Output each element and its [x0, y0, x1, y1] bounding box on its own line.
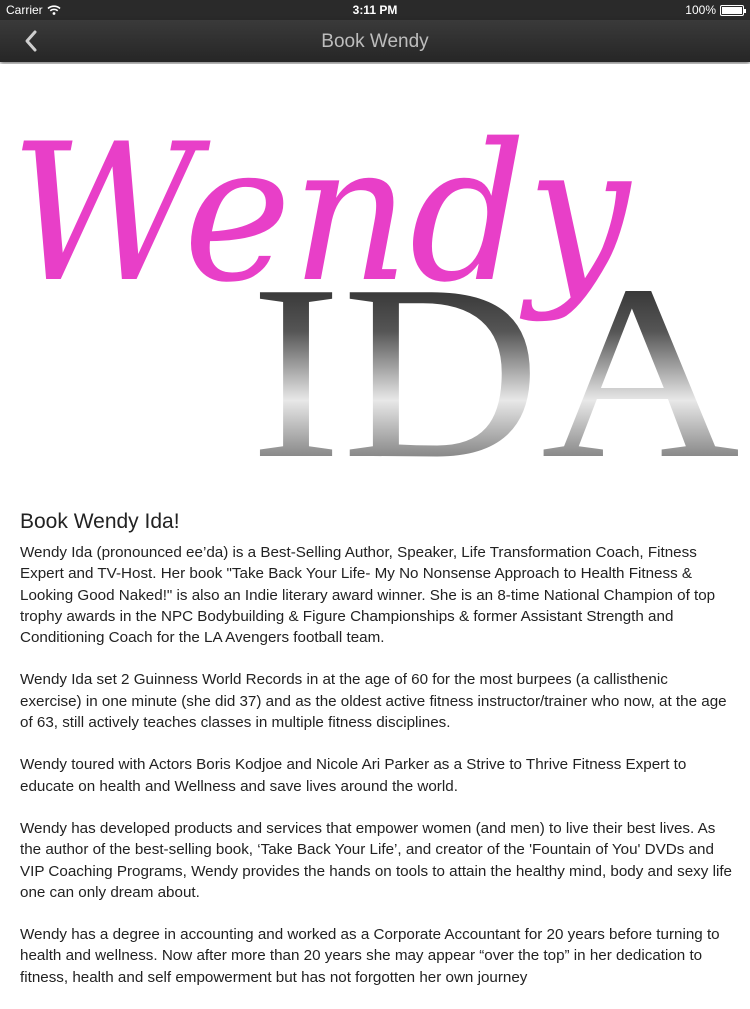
nav-title: Book Wendy: [321, 31, 429, 52]
battery-percent: 100%: [685, 3, 716, 17]
navigation-bar: [0, 20, 750, 62]
article: [20, 510, 732, 1009]
battery-icon: [720, 5, 744, 16]
article-paragraph: Wendy toured with Actors Boris Kodjoe and Nicole Ari Parker as a Strive to Thrive Fitness Expert to educate on health and Wellness and save lives around the world.: [20, 756, 687, 795]
carrier-label: Carrier: [6, 3, 43, 17]
article-paragraph: Wendy Ida set 2 Guinness World Records in at the age of 60 for the most burpees (a callisthenic exercise) in one minute (she did 37) and as the oldest active fitness instructor/trainer who now, at the age of 63, still actively teaches classes in multiple fitness disciplines.: [20, 671, 727, 732]
wendy-ida-logo: [0, 64, 750, 484]
article-paragraph: Wendy has developed products and services that empower women (and men) to live their best lives. As the author of the best-selling book, ‘Take Back Your Life’, and creator of the 'Fountain of You' DVDs and VIP Coaching Programs, Wendy provides the hands on tools to attain the healthy mind, body and sexy life one can only dream about.: [20, 819, 732, 901]
clock: 3:11 PM: [352, 3, 398, 17]
logo-block-text: IDA: [250, 234, 740, 484]
battery-indicator: [685, 3, 744, 17]
article-heading: Book Wendy Ida!: [20, 510, 180, 533]
hero-banner: [0, 64, 750, 484]
status-bar: [0, 0, 750, 20]
article-paragraph: Wendy has a degree in accounting and worked as a Corporate Accountant for 20 years before turning to health and wellness. Now after more than 20 years she may appear “over the top” in her dedication to fitness, health and self empowerment but has not forgotten her own journey: [20, 926, 720, 986]
article-paragraph: Wendy Ida (pronounced ee’da) is a Best-Selling Author, Speaker, Life Transformation Coach, Fitness Expert and TV-Host. Her book "Take Back Your Life- My No Nonsense Approach to Health Fitness & Looking Good Naked!" is also an Indie literary award winner. She is an 8-time National Champion of top trophy awards in the NPC Bodybuilding & Figure Championships & former Assistant Strength and Conditioning Coach for the LA Avengers football team.: [20, 544, 716, 647]
logo-script-text: Wendy: [10, 103, 633, 324]
